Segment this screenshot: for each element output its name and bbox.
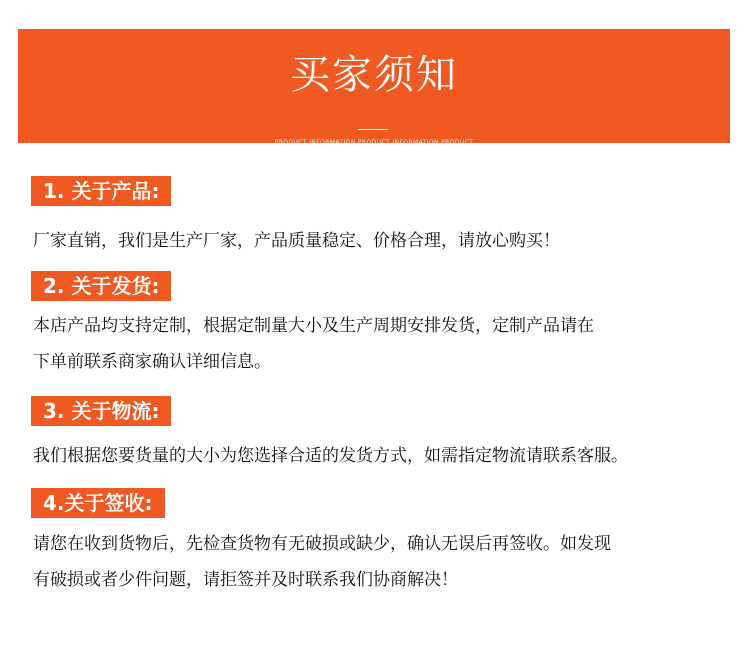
section-title-logistics: 3. 关于物流: bbox=[31, 396, 171, 426]
section-title-product: 1. 关于产品: bbox=[31, 176, 171, 206]
section-text-receipt-line-2: 有破损或者少件问题，请拒签并及时联系我们协商解决！ bbox=[33, 570, 458, 590]
page-title: 买家须知 bbox=[290, 52, 458, 98]
section-title-shipping: 2. 关于发货: bbox=[31, 271, 171, 301]
banner-divider bbox=[358, 129, 388, 130]
section-text-product-line-1: 厂家直销，我们是生产厂家，产品质量稳定、价格合理，请放心购买！ bbox=[33, 231, 560, 251]
section-text-shipping-line-1: 本店产品均支持定制，根据定制量大小及生产周期安排发货，定制产品请在 bbox=[33, 316, 594, 336]
section-text-logistics-line-1: 我们根据您要货量的大小为您选择合适的发货方式，如需指定物流请联系客服。 bbox=[33, 446, 628, 466]
section-title-receipt: 4.关于签收: bbox=[31, 488, 165, 518]
section-text-receipt-line-1: 请您在收到货物后，先检查货物有无破损或缺少，确认无误后再签收。如发现 bbox=[33, 534, 611, 554]
header-banner bbox=[18, 29, 730, 146]
banner-subtitle: PRODUCT INFORMATION PRODUCT INFORMATION PRODUCT bbox=[274, 139, 474, 146]
section-text-shipping-line-2: 下单前联系商家确认详细信息。 bbox=[33, 352, 271, 372]
